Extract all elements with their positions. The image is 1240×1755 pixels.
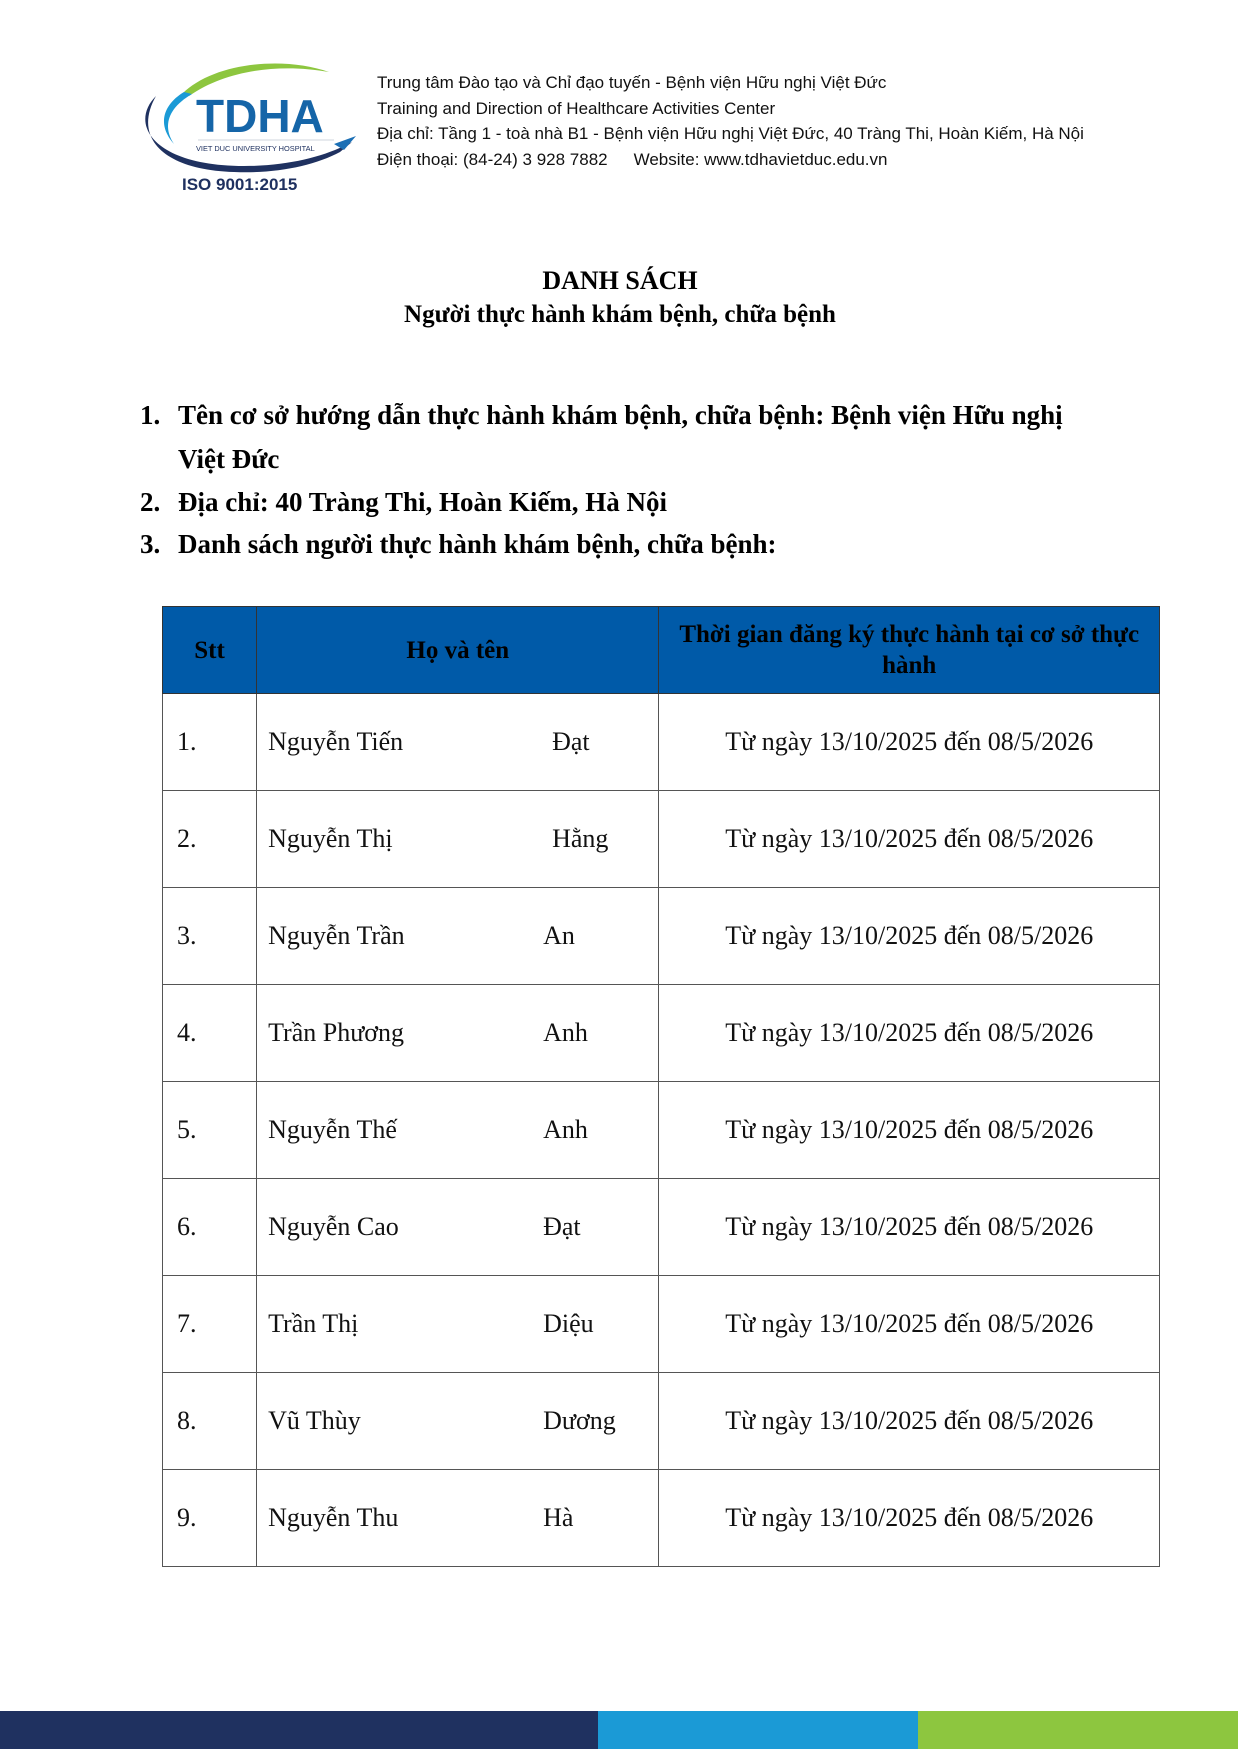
row-given-name: Hằng <box>552 824 609 853</box>
footer-bar-green <box>918 1711 1238 1749</box>
logo-arrow-icon <box>334 136 356 150</box>
table-row <box>163 888 1160 985</box>
table-row <box>163 1373 1160 1470</box>
row-name <box>257 888 659 985</box>
row-first-name: Nguyễn Tiến <box>268 727 404 756</box>
row-given-name: Hà <box>543 1503 574 1532</box>
column-header-stt: Stt <box>163 607 257 694</box>
row-stt: 4. <box>163 985 257 1082</box>
row-time-period: Từ ngày 13/10/2025 đến 08/5/2026 <box>659 791 1160 888</box>
row-name <box>257 791 659 888</box>
contact-line <box>377 147 1084 173</box>
row-name <box>257 1470 659 1567</box>
document-subtitle: Người thực hành khám bệnh, chữa bệnh <box>404 301 836 328</box>
table-row <box>163 1082 1160 1179</box>
header-info <box>377 70 1084 172</box>
logo-wordmark: TDHA <box>196 90 324 142</box>
item-number: 2. <box>140 487 161 517</box>
item-text: Tên cơ sở hướng dẫn thực hành khám bệnh, chữa bệnh: Bệnh viện Hữu nghị <box>178 400 1063 430</box>
row-given-name: Dương <box>543 1406 616 1435</box>
item-number: 1. <box>140 400 161 430</box>
row-stt: 6. <box>163 1179 257 1276</box>
logo-certification: ISO 9001:2015 <box>182 175 298 194</box>
row-time-period: Từ ngày 13/10/2025 đến 08/5/2026 <box>659 1470 1160 1567</box>
logo-tagline: VIET DUC UNIVERSITY HOSPITAL <box>196 144 315 153</box>
row-first-name: Nguyễn Cao <box>268 1212 399 1241</box>
row-name <box>257 1179 659 1276</box>
row-given-name: Anh <box>543 1018 588 1047</box>
row-name <box>257 1373 659 1470</box>
item-text: Địa chỉ: 40 Tràng Thi, Hoàn Kiếm, Hà Nội <box>178 487 668 517</box>
row-time-period: Từ ngày 13/10/2025 đến 08/5/2026 <box>659 1276 1160 1373</box>
tdha-logo <box>134 54 360 196</box>
row-first-name: Trần Thị <box>268 1309 359 1338</box>
row-stt: 7. <box>163 1276 257 1373</box>
document-title: DANH SÁCH <box>542 266 698 295</box>
logo-swoosh-lightblue <box>164 92 192 144</box>
row-time-period: Từ ngày 13/10/2025 đến 08/5/2026 <box>659 694 1160 791</box>
website-link[interactable]: Website: www.tdhavietduc.edu.vn <box>633 149 888 169</box>
column-header-name: Họ và tên <box>257 607 659 694</box>
row-first-name: Nguyễn Thu <box>268 1503 399 1532</box>
row-first-name: Vũ Thùy <box>268 1406 361 1435</box>
row-given-name: An <box>543 921 575 950</box>
row-stt: 9. <box>163 1470 257 1567</box>
item-text-continued: Việt Đức <box>178 444 280 474</box>
table-row <box>163 1470 1160 1567</box>
center-name-vi: Trung tâm Đào tạo và Chỉ đạo tuyến - Bệnh viện Hữu nghị Việt Đức <box>377 73 887 92</box>
table-row <box>163 694 1160 791</box>
row-first-name: Trần Phương <box>268 1018 405 1047</box>
footer-bar-blue <box>598 1711 918 1749</box>
row-stt: 2. <box>163 791 257 888</box>
row-time-period: Từ ngày 13/10/2025 đến 08/5/2026 <box>659 1082 1160 1179</box>
row-stt: 3. <box>163 888 257 985</box>
row-given-name: Anh <box>543 1115 588 1144</box>
item-text: Danh sách người thực hành khám bệnh, chữa bệnh: <box>178 529 777 559</box>
row-stt: 8. <box>163 1373 257 1470</box>
table-row <box>163 791 1160 888</box>
row-name <box>257 985 659 1082</box>
item-number: 3. <box>140 529 161 559</box>
row-time-period: Từ ngày 13/10/2025 đến 08/5/2026 <box>659 1373 1160 1470</box>
center-address: Địa chỉ: Tầng 1 - toà nhà B1 - Bệnh viện Hữu nghị Việt Đức, 40 Tràng Thi, Hoàn Kiếm, Hà Nội <box>377 124 1084 143</box>
row-given-name: Đạt <box>552 727 590 756</box>
row-time-period: Từ ngày 13/10/2025 đến 08/5/2026 <box>659 1179 1160 1276</box>
row-given-name: Đạt <box>543 1212 581 1241</box>
center-name-en: Training and Direction of Healthcare Activities Center <box>377 98 776 118</box>
row-first-name: Nguyễn Thị <box>268 824 393 853</box>
footer-color-bar <box>0 1711 1238 1749</box>
table-row <box>163 1276 1160 1373</box>
practitioner-table <box>162 606 1160 1567</box>
row-given-name: Diệu <box>543 1309 594 1338</box>
row-name <box>257 1276 659 1373</box>
row-time-period: Từ ngày 13/10/2025 đến 08/5/2026 <box>659 888 1160 985</box>
row-name <box>257 694 659 791</box>
row-stt: 1. <box>163 694 257 791</box>
footer-bar-navy <box>0 1711 598 1749</box>
table-row <box>163 985 1160 1082</box>
column-header-time: Thời gian đăng ký thực hành tại cơ sở thực hành <box>659 607 1160 694</box>
row-name <box>257 1082 659 1179</box>
row-stt: 5. <box>163 1082 257 1179</box>
table-header-row <box>163 607 1160 694</box>
phone-number: Điện thoại: (84-24) 3 928 7882 <box>377 149 608 169</box>
row-first-name: Nguyễn Trần <box>268 921 405 950</box>
table-row <box>163 1179 1160 1276</box>
row-time-period: Từ ngày 13/10/2025 đến 08/5/2026 <box>659 985 1160 1082</box>
row-first-name: Nguyễn Thế <box>268 1115 397 1144</box>
